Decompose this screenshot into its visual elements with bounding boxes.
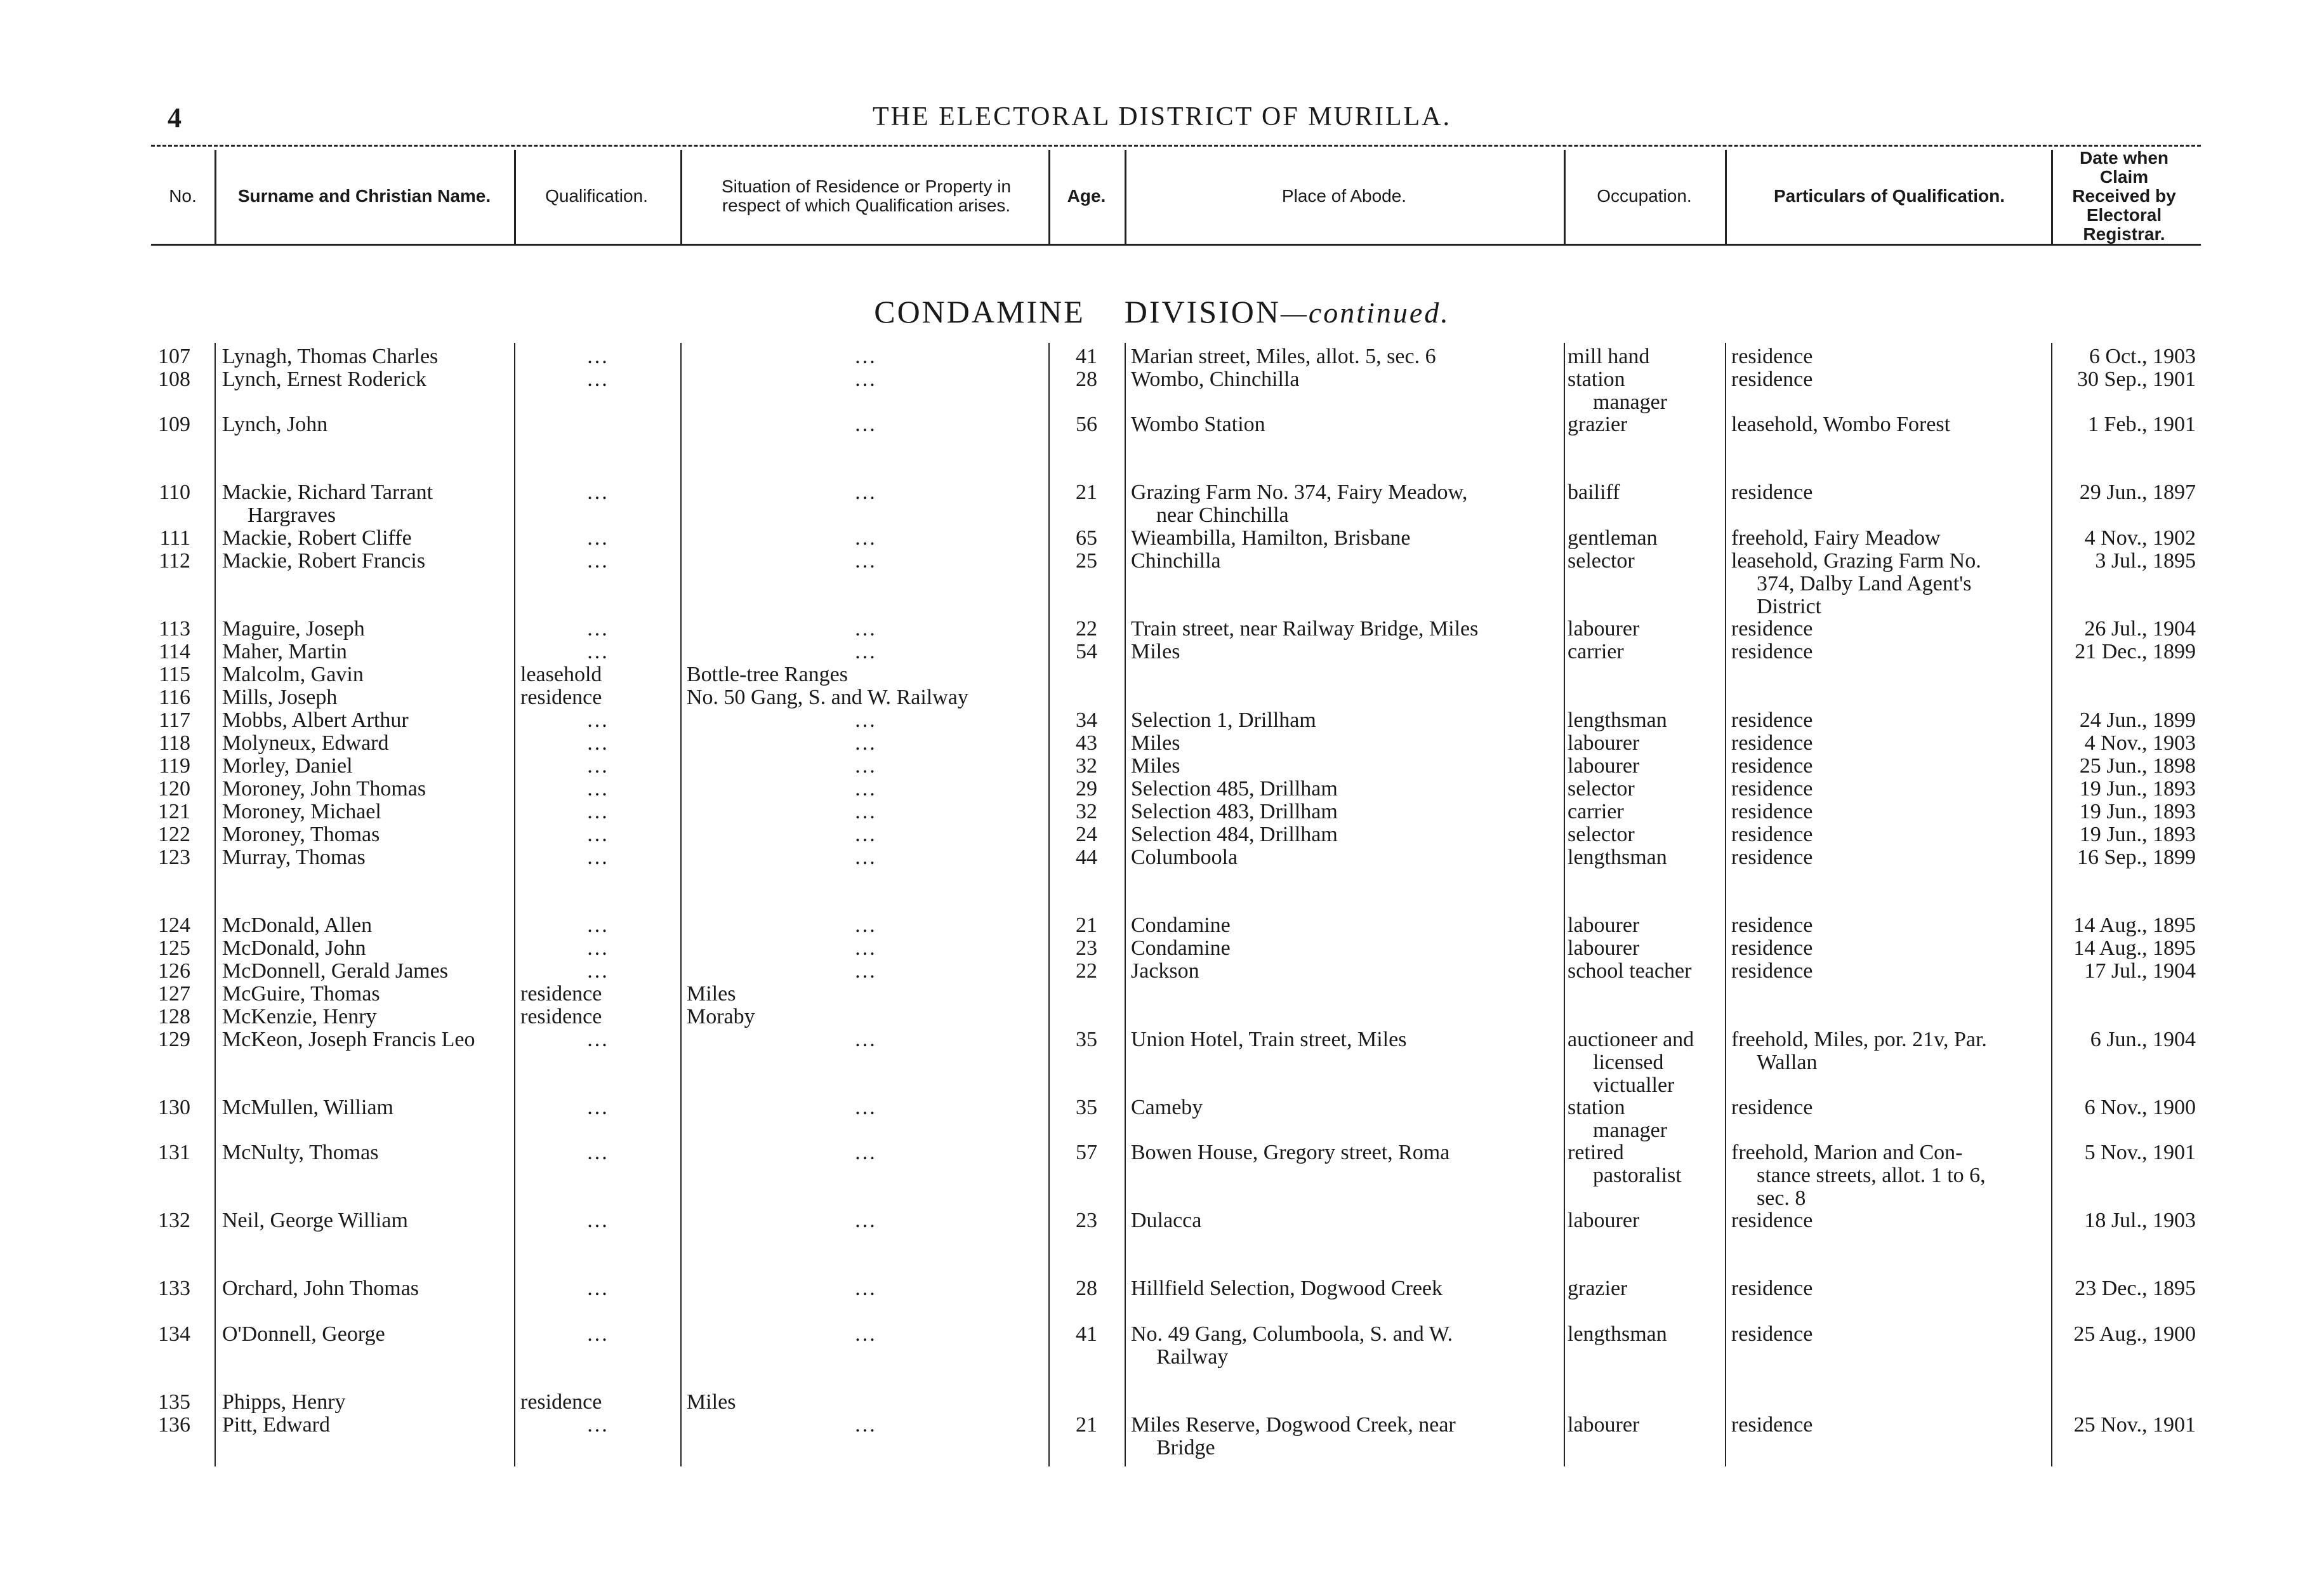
- particulars-cell: residence: [1731, 754, 1813, 778]
- situation-cell: ...: [855, 914, 877, 937]
- entry-number: 118: [159, 731, 190, 755]
- elector-name: Moroney, John Thomas: [222, 777, 426, 801]
- particulars-cell: residence: [1731, 777, 1813, 801]
- elector-name: Hargraves: [248, 503, 336, 527]
- elector-name: Molyneux, Edward: [222, 731, 389, 755]
- occupation-cell: bailiff: [1568, 481, 1620, 504]
- qualification-cell: ...: [587, 549, 609, 573]
- occupation-cell: grazier: [1568, 1277, 1628, 1300]
- situation-cell: Miles: [687, 1390, 736, 1414]
- qualification-cell: ...: [587, 914, 609, 937]
- particulars-cell: residence: [1731, 1413, 1813, 1437]
- abode-cell: Bridge: [1156, 1436, 1215, 1459]
- abode-cell: Dulacca: [1131, 1209, 1202, 1232]
- occupation-cell: carrier: [1568, 800, 1624, 823]
- header-qualification: Qualification.: [545, 186, 648, 206]
- particulars-cell: residence: [1731, 731, 1813, 755]
- elector-name: McDonald, John: [222, 936, 366, 960]
- date-received-cell: 4 Nov., 1903: [2084, 731, 2196, 755]
- entry-number: 112: [159, 549, 190, 573]
- header-situation: Situation of Residence or Property in respect of which Qualification arises.: [721, 176, 1012, 215]
- entry-number: 121: [158, 800, 190, 823]
- qualification-cell: ...: [587, 777, 609, 801]
- qualification-cell: ...: [587, 1413, 609, 1437]
- elector-name: Murray, Thomas: [222, 846, 366, 869]
- situation-cell: ...: [855, 1277, 877, 1300]
- qualification-cell: residence: [520, 1005, 602, 1028]
- age-cell: 41: [1076, 345, 1097, 368]
- elector-name: Mackie, Robert Cliffe: [222, 526, 412, 550]
- particulars-cell: sec. 8: [1757, 1186, 1806, 1210]
- page-number: 4: [168, 102, 182, 133]
- situation-cell: ...: [855, 368, 877, 391]
- date-received-cell: 30 Sep., 1901: [2077, 368, 2196, 391]
- elector-name: Moroney, Michael: [222, 800, 381, 823]
- body-divider: [1564, 343, 1565, 1466]
- abode-cell: Wombo Station: [1131, 413, 1265, 436]
- abode-cell: Wieambilla, Hamilton, Brisbane: [1131, 526, 1411, 550]
- date-received-cell: 26 Jul., 1904: [2084, 617, 2196, 641]
- particulars-cell: residence: [1731, 345, 1813, 368]
- entry-number: 117: [159, 708, 190, 732]
- elector-name: Lynch, John: [222, 413, 328, 436]
- age-cell: 35: [1076, 1096, 1097, 1119]
- particulars-cell: 374, Dalby Land Agent's: [1757, 572, 1972, 595]
- abode-cell: Selection 484, Drillham: [1131, 823, 1338, 846]
- qualification-cell: residence: [520, 686, 602, 709]
- elector-name: Mills, Joseph: [222, 686, 338, 709]
- elector-name: Mobbs, Albert Arthur: [222, 708, 409, 732]
- age-cell: 41: [1076, 1322, 1097, 1346]
- abode-cell: No. 49 Gang, Columboola, S. and W.: [1131, 1322, 1453, 1346]
- situation-cell: Miles: [687, 982, 736, 1006]
- header-divider: [1725, 150, 1727, 244]
- entry-number: 136: [158, 1413, 190, 1437]
- body-divider: [514, 343, 515, 1466]
- occupation-cell: pastoralist: [1593, 1164, 1682, 1187]
- entry-number: 129: [158, 1028, 190, 1051]
- occupation-cell: labourer: [1568, 617, 1640, 641]
- date-received-cell: 14 Aug., 1895: [2073, 936, 2196, 960]
- occupation-cell: labourer: [1568, 1413, 1640, 1437]
- qualification-cell: ...: [587, 846, 609, 869]
- entry-number: 110: [159, 481, 190, 504]
- occupation-cell: auctioneer and: [1568, 1028, 1694, 1051]
- age-cell: 29: [1076, 777, 1097, 801]
- occupation-cell: lengthsman: [1568, 846, 1667, 869]
- abode-cell: Hillfield Selection, Dogwood Creek: [1131, 1277, 1443, 1300]
- qualification-cell: ...: [587, 754, 609, 778]
- age-cell: 25: [1076, 549, 1097, 573]
- occupation-cell: lengthsman: [1568, 708, 1667, 732]
- entry-number: 107: [158, 345, 190, 368]
- qualification-cell: ...: [587, 936, 609, 960]
- occupation-cell: labourer: [1568, 1209, 1640, 1232]
- division-label: DIVISION: [1124, 294, 1281, 329]
- date-received-cell: 23 Dec., 1895: [2075, 1277, 2196, 1300]
- entry-number: 130: [158, 1096, 190, 1119]
- situation-cell: Bottle-tree Ranges: [687, 663, 848, 686]
- date-received-cell: 17 Jul., 1904: [2084, 959, 2196, 983]
- age-cell: 43: [1076, 731, 1097, 755]
- particulars-cell: freehold, Fairy Meadow: [1731, 526, 1941, 550]
- occupation-cell: labourer: [1568, 731, 1640, 755]
- particulars-cell: leasehold, Grazing Farm No.: [1731, 549, 1981, 573]
- abode-cell: Marian street, Miles, allot. 5, sec. 6: [1131, 345, 1436, 368]
- qualification-cell: ...: [587, 526, 609, 550]
- situation-cell: No. 50 Gang, S. and W. Railway: [687, 686, 968, 709]
- body-divider: [2051, 343, 2052, 1466]
- qualification-cell: leasehold: [520, 663, 602, 686]
- particulars-cell: residence: [1731, 708, 1813, 732]
- elector-name: Mackie, Robert Francis: [222, 549, 426, 573]
- age-cell: 22: [1076, 959, 1097, 983]
- header-abode: Place of Abode.: [1281, 186, 1407, 206]
- date-received-cell: 1 Feb., 1901: [2088, 413, 2196, 436]
- date-received-cell: 19 Jun., 1893: [2079, 823, 2196, 846]
- header-top-rule: [151, 145, 2201, 147]
- entry-number: 119: [159, 754, 190, 778]
- abode-cell: Miles Reserve, Dogwood Creek, near: [1131, 1413, 1456, 1437]
- date-received-cell: 21 Dec., 1899: [2075, 640, 2196, 663]
- occupation-cell: gentleman: [1568, 526, 1658, 550]
- qualification-cell: ...: [587, 345, 609, 368]
- abode-cell: Condamine: [1131, 936, 1231, 960]
- entry-number: 128: [158, 1005, 190, 1028]
- particulars-cell: residence: [1731, 1096, 1813, 1119]
- situation-cell: ...: [855, 549, 877, 573]
- abode-cell: Cameby: [1131, 1096, 1203, 1119]
- qualification-cell: ...: [587, 617, 609, 641]
- particulars-cell: residence: [1731, 914, 1813, 937]
- age-cell: 65: [1076, 526, 1097, 550]
- elector-name: McKenzie, Henry: [222, 1005, 377, 1028]
- age-cell: 35: [1076, 1028, 1097, 1051]
- date-received-cell: 29 Jun., 1897: [2079, 481, 2196, 504]
- situation-cell: ...: [855, 800, 877, 823]
- body-divider: [1048, 343, 1050, 1466]
- age-cell: 34: [1076, 708, 1097, 732]
- particulars-cell: residence: [1731, 617, 1813, 641]
- elector-name: McGuire, Thomas: [222, 982, 380, 1006]
- body-divider: [215, 343, 216, 1466]
- abode-cell: Wombo, Chinchilla: [1131, 368, 1300, 391]
- entry-number: 125: [158, 936, 190, 960]
- occupation-cell: manager: [1593, 390, 1668, 414]
- situation-cell: Moraby: [687, 1005, 755, 1028]
- occupation-cell: labourer: [1568, 754, 1640, 778]
- elector-name: Phipps, Henry: [222, 1390, 346, 1414]
- entry-number: 135: [158, 1390, 190, 1414]
- situation-cell: ...: [855, 823, 877, 846]
- age-cell: 56: [1076, 413, 1097, 436]
- abode-cell: Miles: [1131, 731, 1180, 755]
- qualification-cell: ...: [587, 959, 609, 983]
- entry-number: 124: [158, 914, 190, 937]
- particulars-cell: District: [1757, 595, 1821, 618]
- age-cell: 24: [1076, 823, 1097, 846]
- occupation-cell: selector: [1568, 823, 1635, 846]
- occupation-cell: victualler: [1593, 1073, 1675, 1097]
- occupation-cell: school teacher: [1568, 959, 1692, 983]
- qualification-cell: ...: [587, 1141, 609, 1164]
- elector-name: Moroney, Thomas: [222, 823, 380, 846]
- abode-cell: Selection 1, Drillham: [1131, 708, 1316, 732]
- abode-cell: Grazing Farm No. 374, Fairy Meadow,: [1131, 481, 1468, 504]
- occupation-cell: labourer: [1568, 914, 1640, 937]
- elector-name: Maher, Martin: [222, 640, 347, 663]
- qualification-cell: ...: [587, 1096, 609, 1119]
- entry-number: 133: [158, 1277, 190, 1300]
- age-cell: 22: [1076, 617, 1097, 641]
- elector-name: Maguire, Joseph: [222, 617, 365, 641]
- qualification-cell: ...: [587, 1322, 609, 1346]
- particulars-cell: residence: [1731, 368, 1813, 391]
- abode-cell: Selection 485, Drillham: [1131, 777, 1338, 801]
- entry-number: 111: [159, 526, 190, 550]
- date-received-cell: 24 Jun., 1899: [2079, 708, 2196, 732]
- abode-cell: near Chinchilla: [1156, 503, 1289, 527]
- header-bottom-rule: [151, 244, 2201, 246]
- occupation-cell: selector: [1568, 777, 1635, 801]
- age-cell: 23: [1076, 936, 1097, 960]
- qualification-cell: ...: [587, 1209, 609, 1232]
- qualification-cell: ...: [587, 708, 609, 732]
- occupation-cell: grazier: [1568, 413, 1628, 436]
- division-name: CONDAMINE: [874, 294, 1085, 329]
- elector-name: Malcolm, Gavin: [222, 663, 364, 686]
- qualification-cell: ...: [587, 368, 609, 391]
- entry-number: 116: [159, 686, 190, 709]
- age-cell: 57: [1076, 1141, 1097, 1164]
- particulars-cell: residence: [1731, 959, 1813, 983]
- occupation-cell: mill hand: [1568, 345, 1650, 368]
- abode-cell: Union Hotel, Train street, Miles: [1131, 1028, 1407, 1051]
- situation-cell: ...: [855, 777, 877, 801]
- particulars-cell: leasehold, Wombo Forest: [1731, 413, 1951, 436]
- date-received-cell: 16 Sep., 1899: [2077, 846, 2196, 869]
- situation-cell: ...: [855, 481, 877, 504]
- elector-name: Neil, George William: [222, 1209, 408, 1232]
- entry-number: 123: [158, 846, 190, 869]
- particulars-cell: stance streets, allot. 1 to 6,: [1757, 1164, 1986, 1187]
- qualification-cell: residence: [520, 1390, 602, 1414]
- elector-name: McDonald, Allen: [222, 914, 373, 937]
- header-particulars: Particulars of Qualification.: [1773, 186, 2005, 206]
- situation-cell: ...: [855, 1209, 877, 1232]
- entry-number: 114: [159, 640, 190, 663]
- particulars-cell: residence: [1731, 481, 1813, 504]
- situation-cell: ...: [855, 640, 877, 663]
- date-received-cell: 3 Jul., 1895: [2095, 549, 2196, 573]
- occupation-cell: labourer: [1568, 936, 1640, 960]
- particulars-cell: Wallan: [1757, 1051, 1818, 1074]
- qualification-cell: ...: [587, 823, 609, 846]
- occupation-cell: selector: [1568, 549, 1635, 573]
- situation-cell: ...: [855, 708, 877, 732]
- date-received-cell: 6 Oct., 1903: [2089, 345, 2196, 368]
- date-received-cell: 4 Nov., 1902: [2084, 526, 2196, 550]
- particulars-cell: residence: [1731, 1209, 1813, 1232]
- elector-name: McNulty, Thomas: [222, 1141, 379, 1164]
- age-cell: 28: [1076, 1277, 1097, 1300]
- elector-name: Lynch, Ernest Roderick: [222, 368, 426, 391]
- date-received-cell: 18 Jul., 1903: [2084, 1209, 2196, 1232]
- situation-cell: ...: [855, 936, 877, 960]
- situation-cell: ...: [855, 617, 877, 641]
- abode-cell: Railway: [1156, 1345, 1229, 1369]
- entry-number: 132: [158, 1209, 190, 1232]
- occupation-cell: carrier: [1568, 640, 1624, 663]
- age-cell: 32: [1076, 800, 1097, 823]
- qualification-cell: ...: [587, 800, 609, 823]
- occupation-cell: station: [1568, 1096, 1625, 1119]
- entry-number: 131: [158, 1141, 190, 1164]
- particulars-cell: residence: [1731, 1277, 1813, 1300]
- header-no: No.: [169, 186, 197, 206]
- situation-cell: ...: [855, 1096, 877, 1119]
- occupation-cell: licensed: [1593, 1051, 1664, 1074]
- elector-name: Lynagh, Thomas Charles: [222, 345, 439, 368]
- date-received-cell: 25 Jun., 1898: [2079, 754, 2196, 778]
- entry-number: 115: [159, 663, 190, 686]
- situation-cell: ...: [855, 959, 877, 983]
- situation-cell: ...: [855, 846, 877, 869]
- body-divider: [1125, 343, 1126, 1466]
- entry-number: 122: [158, 823, 190, 846]
- situation-cell: ...: [855, 1141, 877, 1164]
- entry-number: 134: [158, 1322, 190, 1346]
- date-received-cell: 25 Aug., 1900: [2073, 1322, 2196, 1346]
- particulars-cell: freehold, Miles, por. 21v, Par.: [1731, 1028, 1987, 1051]
- qualification-cell: ...: [587, 1028, 609, 1051]
- entry-number: 113: [159, 617, 190, 641]
- particulars-cell: residence: [1731, 936, 1813, 960]
- date-received-cell: 19 Jun., 1893: [2079, 777, 2196, 801]
- situation-cell: ...: [855, 1413, 877, 1437]
- qualification-cell: ...: [587, 640, 609, 663]
- age-cell: 23: [1076, 1209, 1097, 1232]
- abode-cell: Selection 483, Drillham: [1131, 800, 1338, 823]
- body-divider: [1725, 343, 1726, 1466]
- abode-cell: Columboola: [1131, 846, 1238, 869]
- entry-number: 127: [158, 982, 190, 1006]
- entry-number: 108: [158, 368, 190, 391]
- date-received-cell: 6 Nov., 1900: [2084, 1096, 2196, 1119]
- elector-name: McDonnell, Gerald James: [222, 959, 448, 983]
- header-occupation: Occupation.: [1597, 186, 1692, 206]
- particulars-cell: residence: [1731, 823, 1813, 846]
- particulars-cell: residence: [1731, 1322, 1813, 1346]
- qualification-cell: ...: [587, 481, 609, 504]
- age-cell: 32: [1076, 754, 1097, 778]
- occupation-cell: station: [1568, 368, 1625, 391]
- division-suffix: —continued.: [1280, 296, 1450, 329]
- date-received-cell: 14 Aug., 1895: [2073, 914, 2196, 937]
- entry-number: 126: [158, 959, 190, 983]
- situation-cell: ...: [855, 413, 877, 436]
- abode-cell: Jackson: [1131, 959, 1199, 983]
- age-cell: 54: [1076, 640, 1097, 663]
- age-cell: 21: [1076, 1413, 1097, 1437]
- elector-name: McKeon, Joseph Francis Leo: [222, 1028, 475, 1051]
- header-divider: [680, 150, 682, 244]
- occupation-cell: retired: [1568, 1141, 1624, 1164]
- qualification-cell: residence: [520, 982, 602, 1006]
- situation-cell: ...: [855, 1028, 877, 1051]
- particulars-cell: residence: [1731, 846, 1813, 869]
- particulars-cell: freehold, Marion and Con-: [1731, 1141, 1963, 1164]
- particulars-cell: residence: [1731, 800, 1813, 823]
- header-age: Age.: [1067, 186, 1106, 206]
- situation-cell: ...: [855, 1322, 877, 1346]
- abode-cell: Condamine: [1131, 914, 1231, 937]
- abode-cell: Chinchilla: [1131, 549, 1221, 573]
- elector-name: O'Donnell, George: [222, 1322, 385, 1346]
- elector-name: Mackie, Richard Tarrant: [222, 481, 433, 504]
- abode-cell: Miles: [1131, 754, 1180, 778]
- page-title: THE ELECTORAL DISTRICT OF MURILLA.: [872, 102, 1452, 131]
- particulars-cell: residence: [1731, 640, 1813, 663]
- situation-cell: ...: [855, 526, 877, 550]
- age-cell: 21: [1076, 914, 1097, 937]
- header-name: Surname and Christian Name.: [237, 186, 491, 206]
- elector-name: Pitt, Edward: [222, 1413, 330, 1437]
- date-received-cell: 19 Jun., 1893: [2079, 800, 2196, 823]
- date-received-cell: 6 Jun., 1904: [2090, 1028, 2196, 1051]
- occupation-cell: lengthsman: [1568, 1322, 1667, 1346]
- date-received-cell: 5 Nov., 1901: [2084, 1141, 2196, 1164]
- header-date: Date when Claim Received by Electoral Registrar.: [2072, 148, 2176, 244]
- age-cell: 44: [1076, 846, 1097, 869]
- abode-cell: Train street, near Railway Bridge, Miles: [1131, 617, 1479, 641]
- elector-name: Orchard, John Thomas: [222, 1277, 419, 1300]
- entry-number: 120: [158, 777, 190, 801]
- elector-name: McMullen, William: [222, 1096, 393, 1119]
- situation-cell: ...: [855, 754, 877, 778]
- elector-name: Morley, Daniel: [222, 754, 353, 778]
- abode-cell: Miles: [1131, 640, 1180, 663]
- division-heading: [0, 293, 2324, 330]
- qualification-cell: ...: [587, 1277, 609, 1300]
- date-received-cell: 25 Nov., 1901: [2073, 1413, 2196, 1437]
- age-cell: 28: [1076, 368, 1097, 391]
- occupation-cell: manager: [1593, 1119, 1668, 1142]
- abode-cell: Bowen House, Gregory street, Roma: [1131, 1141, 1450, 1164]
- age-cell: 21: [1076, 481, 1097, 504]
- entry-number: 109: [158, 413, 190, 436]
- body-divider: [680, 343, 682, 1466]
- situation-cell: ...: [855, 345, 877, 368]
- qualification-cell: ...: [587, 731, 609, 755]
- situation-cell: ...: [855, 731, 877, 755]
